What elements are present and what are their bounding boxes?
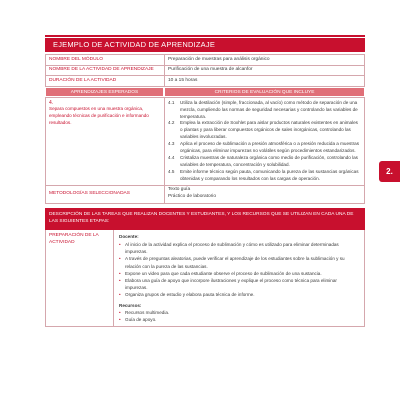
value-duracion: 10 a 15 horas <box>165 76 365 87</box>
bullet-text: Organiza grupos de estudio y elabora pauta técnica de informe. <box>125 292 255 297</box>
criterio-item <box>168 100 361 121</box>
sheet-banner: EJEMPLO DE ACTIVIDAD DE APRENDIZAJE <box>45 38 365 52</box>
bullet-text: A través de preguntas aleatorias, puede verificar el aprendizaje de los estudiantes sobre la sublimación y su relación con la pureza de las sustancias. <box>125 256 345 269</box>
bullet-icon: • <box>119 292 121 297</box>
label-duracion: DURACIÓN DE LA ACTIVIDAD <box>46 76 165 87</box>
value-actividad: Purificación de una muestra de alcanfor <box>165 65 365 76</box>
label-metodologias: METODOLOGÍAS SELECCIONADAS <box>46 185 165 203</box>
bullet-text: Elabora una guía de apoyo que incorpore ilustraciones y explique el proceso como técnica para eliminar impurezas. <box>125 277 337 290</box>
aprendizaje-cell <box>46 97 165 185</box>
docente-bullet <box>119 270 359 277</box>
bullet-icon: • <box>119 256 121 262</box>
docente-bullet <box>119 277 359 291</box>
recurso-bullet <box>119 316 359 323</box>
preparacion-body <box>114 230 364 326</box>
recursos-heading: Recursos: <box>119 303 142 309</box>
row-modulo <box>46 55 365 66</box>
criterio-item <box>168 169 361 183</box>
bullet-icon: • <box>119 242 121 248</box>
value-modulo: Preparación de muestras para análisis orgánico <box>165 55 365 66</box>
criterio-text: Emite informe técnico según pauta, comunicando la pureza de las sustancias orgánicas obtenidas y comparando los resultados con las cargas de operación. <box>180 169 359 182</box>
metodologia-item: Texto guía <box>168 187 191 193</box>
bullet-text: Recursos multimedia. <box>125 310 170 316</box>
activity-sheet <box>45 38 365 327</box>
criterio-number: 4.3 <box>168 141 175 147</box>
docente-heading: Docente: <box>119 234 139 240</box>
bullet-icon: • <box>119 277 121 283</box>
criterio-number: 4.1 <box>168 99 175 105</box>
criterio-text: Aplica el proceso de sublimación a presión atmosférica o a presión reducida a muestras orgánicas, para eliminar impurezas no volátiles según procedimientos estandarizados. <box>180 141 359 154</box>
docente-bullet <box>119 255 359 269</box>
criterio-text: Utiliza la destilación (simple, fraccionada, al vacío) como método de separación de una mezcla, cumpliendo las normas de seguridad necesarias y controlando las variables de temperatura. <box>180 99 358 119</box>
criterio-number: 4.4 <box>168 155 175 161</box>
criterio-number: 4.5 <box>168 169 175 175</box>
criteria-table <box>45 97 365 204</box>
criteria-row <box>46 97 365 185</box>
criterio-text: Cristaliza muestras de naturaleza orgánica como medio de purificación, controlando las variables de temperatura, concentración y solubilidad. <box>180 155 358 168</box>
criterio-number: 4.2 <box>168 120 175 126</box>
docente-bullet <box>119 291 359 298</box>
header-aprendizajes: APRENDIZAJES ESPERADOS <box>45 87 164 97</box>
preparacion-row <box>45 230 365 327</box>
docente-bullet <box>119 241 359 255</box>
criterio-item <box>168 120 361 141</box>
bullet-icon: • <box>119 317 121 323</box>
aprendizaje-text: Separa compuestos en una muestra orgánica, empleando técnicas de purificación e informando resultados. <box>49 106 149 126</box>
row-actividad <box>46 65 365 76</box>
row-duracion <box>46 76 365 87</box>
criterio-text: Emplea la extracción de Soxhlet para aislar productos naturales existentes en animales o plantas y para liberar compuestos orgánicos de sales inorgánicas, controlando las variables involucradas. <box>180 120 358 140</box>
criterios-cell <box>165 97 365 185</box>
aprendizaje-number: 4. <box>49 99 54 106</box>
descripcion-banner: DESCRIPCIÓN DE LAS TAREAS QUE REALIZAN DOCENTES Y ESTUDIANTES, Y LOS RECURSOS QUE SE UTILIZAN EN CADA UNA DE LAS SIGUIENTES ETAPAS: <box>45 208 365 230</box>
header-criterios: CRITERIOS DE EVALUACIÓN QUE INCLUYE <box>164 87 365 97</box>
chapter-tab[interactable]: 2. <box>379 161 400 182</box>
column-headers <box>45 87 365 97</box>
bullet-text: Guía de apoyo. <box>125 317 157 323</box>
bullet-text: Al inicio de la actividad explica el proceso de sublimación y cómo es utilizado para eliminar determinadas impurezas. <box>125 242 339 255</box>
metodologia-item: Práctico de laboratorio <box>168 193 216 199</box>
bullet-icon: • <box>119 310 121 316</box>
module-info-table <box>45 54 365 87</box>
label-preparacion: PREPARACIÓN DE LA ACTIVIDAD <box>46 230 114 326</box>
bullet-icon: • <box>119 270 121 276</box>
metodologias-cell <box>165 185 365 203</box>
criterio-item <box>168 141 361 155</box>
recurso-bullet <box>119 309 359 316</box>
label-actividad: NOMBRE DE LA ACTIVIDAD DE APRENDIZAJE <box>46 65 165 76</box>
bullet-text: Expone un video para que cada estudiante observe el proceso de sublimación de una sustancia. <box>125 270 322 276</box>
label-modulo: NOMBRE DEL MÓDULO <box>46 55 165 66</box>
metodologias-row <box>46 185 365 203</box>
criterio-item <box>168 155 361 169</box>
